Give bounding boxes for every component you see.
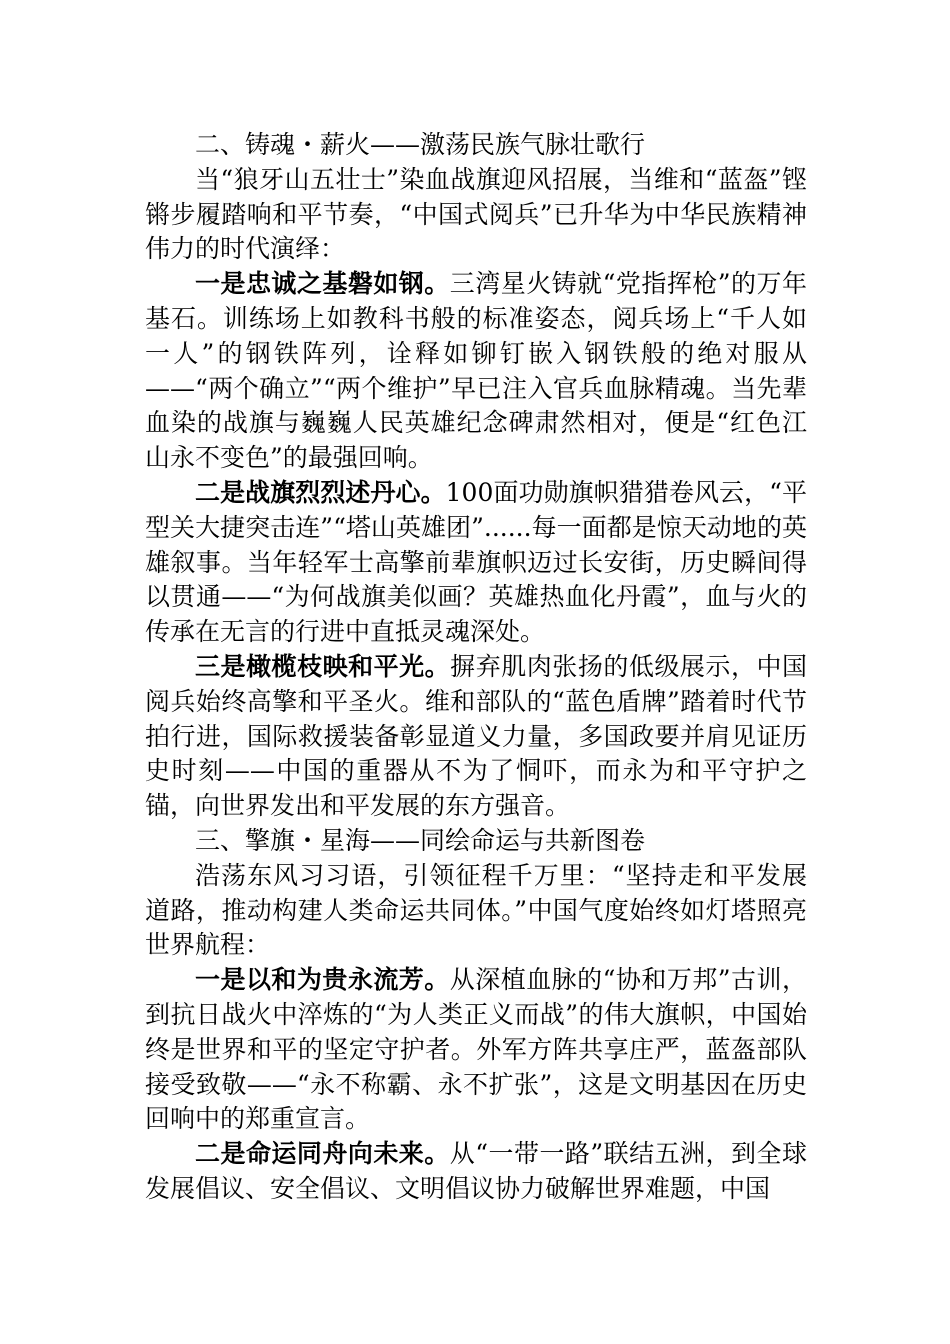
section-2-point-1 bbox=[145, 267, 807, 476]
point-text: 从深植血脉的“协和万邦”古训，到抗日战火中淬炼的“为人类正义而战”的伟大旗帜，中国始终是世界和平的坚定守护者。外军方阵共享庄严，蓝盔部队接受致敬——“永不称霸、永不扩张”，这是文明基因在历史回响中的郑重宣言。 bbox=[145, 965, 807, 1134]
point-text: 100面功勋旗帜猎猎卷风云，“平型关大捷突击连”“塔山英雄团”......每一面都是惊天动地的英雄叙事。当年轻军士高擎前辈旗帜迈过长安街，历史瞬间得以贯通——“为何战旗美似画？英雄热血化丹霞”，血与火的传承在无言的行进中直抵灵魂深处。 bbox=[145, 477, 807, 647]
section-3-point-1 bbox=[145, 963, 807, 1137]
point-text: 从“一带一路”联结五洲，到全球发展倡议、安全倡议、文明倡议协力破解世界难题，中国 bbox=[145, 1139, 807, 1203]
section-2-intro: 当“狼牙山五壮士”染血战旗迎风招展，当维和“蓝盔”铿锵步履踏响和平节奏，“中国式阅兵”已升华为中华民族精神伟力的时代演绎： bbox=[145, 164, 808, 264]
section-3-heading: 三、擎旗・星海——同绘命运与共新图卷 bbox=[195, 825, 646, 855]
point-text: 三湾星火铸就“党指挥枪”的万年基石。训练场上如教科书般的标准姿态，阅兵场上“千人如一人”的钢铁阵列，诠释如铆钉嵌入钢铁般的绝对服从——“两个确立”“两个维护”早已注入官兵血脉精魂。当先辈血染的战旗与巍巍人民英雄纪念碑肃然相对，便是“红色江山永不变色”的最强回响。 bbox=[145, 269, 807, 473]
document-page bbox=[145, 128, 807, 1207]
section-2-point-3 bbox=[145, 650, 807, 824]
section-2-point-2 bbox=[145, 476, 807, 650]
point-lead: 一是以和为贵永流芳。 bbox=[195, 965, 450, 995]
point-lead: 三是橄榄枝映和平光。 bbox=[195, 651, 451, 681]
section-3-point-2 bbox=[145, 1137, 807, 1207]
point-lead: 一是忠诚之基磐如钢。 bbox=[195, 269, 450, 299]
section-2-heading: 二、铸魂・薪火——激荡民族气脉壮歌行 bbox=[195, 130, 646, 159]
section-3-intro: 浩荡东风习习语，引领征程千万里：“坚持走和平发展道路，推动构建人类命运共同体。”中国气度始终如灯塔照亮世界航程： bbox=[145, 860, 807, 960]
point-lead: 二是命运同舟向未来。 bbox=[195, 1139, 450, 1169]
point-text: 摒弃肌肉张扬的低级展示，中国阅兵始终高擎和平圣火。维和部队的“蓝色盾牌”踏着时代节拍行进，国际救援装备彰显道义力量，多国政要并肩见证历史时刻——中国的重器从不为了恫吓，而永为和平守护之锚，向世界发出和平发展的东方强音。 bbox=[145, 651, 807, 821]
point-lead: 二是战旗烈烈述丹心。 bbox=[195, 477, 446, 507]
